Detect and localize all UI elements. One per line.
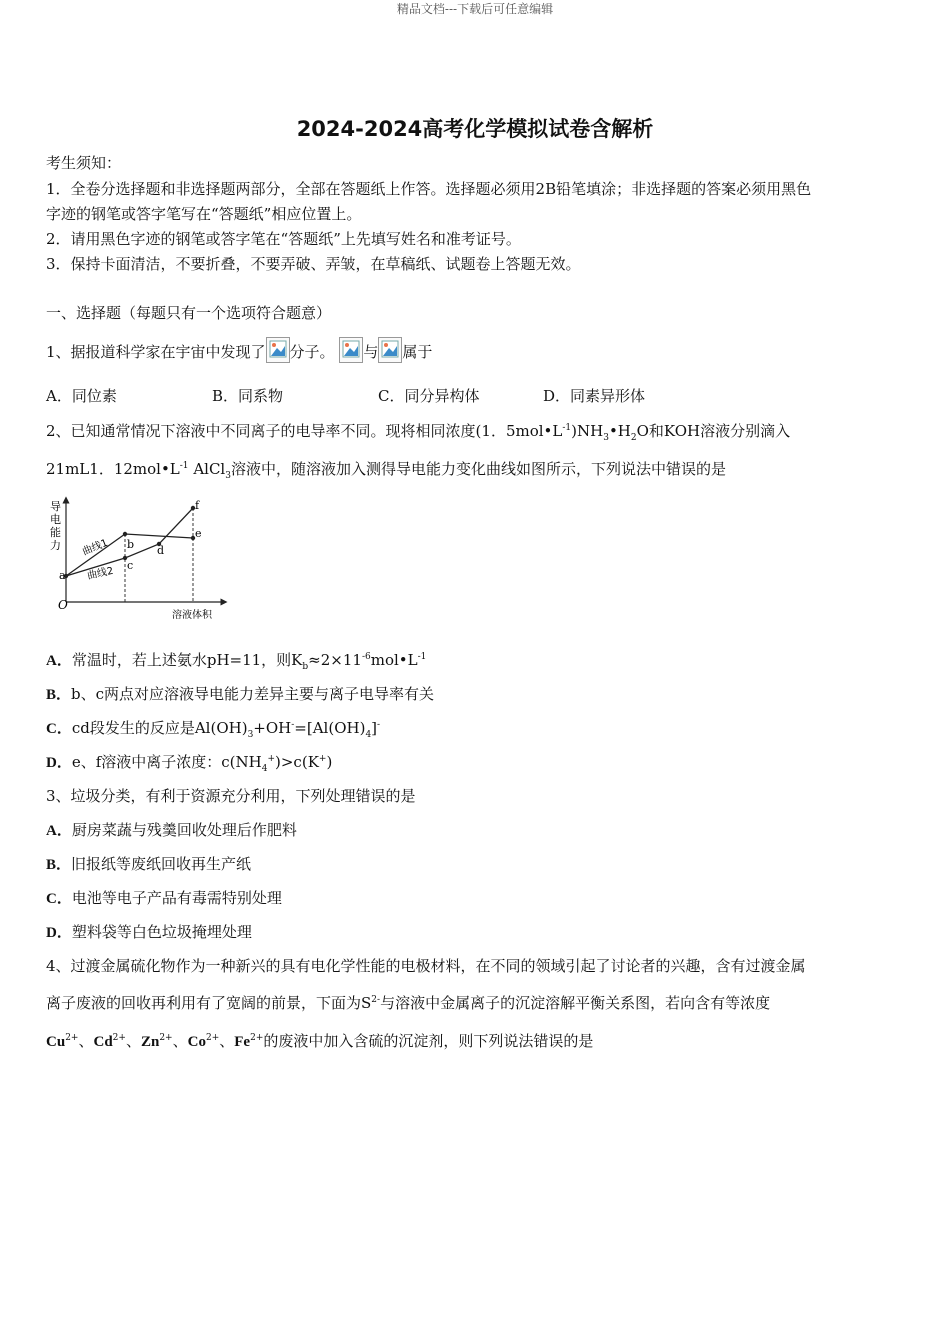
q1-text-2: 分子。 [289, 343, 335, 361]
y-label-3: 能 [50, 526, 61, 539]
notice-heading: 考生须知： [46, 154, 122, 172]
question-3-stem: 3、垃圾分类，有利于资源充分利用，下列处理错误的是 [46, 787, 416, 805]
label-d: d [157, 544, 165, 557]
question-2-line-2: 21mL1．$12mol•L^{-1}$ AlCl$_3$溶液中，随溶液加入测得导电能力变化曲线如图所示，下列说法中错误的是 [46, 460, 726, 481]
q3-option-a: A．厨房菜蔬与残羹回收处理后作肥料 [46, 821, 297, 839]
label-f: f [195, 499, 200, 512]
conductivity-graph [44, 496, 234, 624]
label-a: a [59, 569, 66, 582]
q3-option-c: C．电池等电子产品有毒需特别处理 [46, 889, 282, 907]
question-4-line-2: 离子废液的回收再利用有了宽阔的前景，下面为$S^{2-}$与溶液中金属离子的沉淀溶解平衡关系图，若向含有等浓度 [46, 994, 771, 1012]
q2-option-d: D．e、f溶液中离子浓度：$c(NH_4^+)>c(K^+)$ [46, 753, 333, 774]
y-label-1: 导 [50, 500, 61, 513]
curve-2-label: 曲线2 [86, 565, 115, 582]
notice-line-2: 2．请用黑色字迹的钢笔或答字笔在“答题纸”上先填写姓名和准考证号。 [46, 230, 521, 248]
question-4-line-1: 4、过渡金属硫化物作为一种新兴的具有电化学性能的电极材料，在不同的领域引起了讨论者的兴趣，含有过渡金属 [46, 957, 806, 975]
notice-line-1b: 字迹的钢笔或答字笔写在“答题纸”相应位置上。 [46, 205, 362, 223]
question-1-stem [46, 337, 432, 363]
q1-text-3: 与 [363, 343, 379, 361]
q1-text-4: 属于 [402, 343, 433, 361]
section-heading: 一、选择题（每题只有一个选项符合题意） [46, 304, 332, 322]
q1-option-b: B．同系物 [212, 387, 284, 405]
y-label-4: 力 [50, 539, 61, 552]
question-4-line-3: $Cu^{2+}$、$Cd^{2+}$、$Zn^{2+}$、$Co^{2+}$、$Fe^{2+}$的废液中加入含硫的沉淀剂，则下列说法错误的是 [46, 1032, 594, 1050]
q3-option-d: D．塑料袋等白色垃圾掩埋处理 [46, 923, 252, 941]
question-2-line-1: 2、已知通常情况下溶液中不同离子的电导率不同。现将相同浓度(1．$5mol•L^{-1})NH_3•H_2O$和KOH溶液分别滴入 [46, 422, 791, 443]
q1-option-c: C．同分异构体 [378, 387, 480, 405]
notice-line-1a: 1．全卷分选择题和非选择题两部分，全部在答题纸上作答。选择题必须用2B铅笔填涂；非选择题的答案必须用黑色 [46, 180, 812, 198]
q1-text-1: 1、据报道科学家在宇宙中发现了 [46, 343, 266, 361]
notice-line-3: 3．保持卡面清洁，不要折叠，不要弄破、弄皱，在草稿纸、试题卷上答题无效。 [46, 255, 581, 273]
q1-option-a: A．同位素 [46, 387, 117, 405]
label-b: b [127, 538, 135, 551]
label-c: c [127, 559, 134, 572]
q3-option-b: B．旧报纸等废纸回收再生产纸 [46, 855, 252, 873]
broken-image-icon [266, 337, 290, 363]
q2-option-b: B．b、c两点对应溶液导电能力差异主要与离子电导率有关 [46, 685, 435, 703]
broken-image-icon [339, 337, 363, 363]
origin-label: O [58, 598, 68, 612]
broken-image-icon [378, 337, 402, 363]
q2-option-a: A．常温时，若上述氨水pH=11，则$K_b\approx 2\times 11^{-6}mol•L^{-1}$ [46, 651, 427, 672]
page-title: 2024-2024高考化学模拟试卷含解析 [296, 117, 654, 141]
q2-option-c: C．cd段发生的反应是$Al(OH)_3+OH^-=[Al(OH)_4]^-$ [46, 719, 381, 740]
label-e: e [195, 527, 202, 540]
y-label-2: 电 [50, 513, 61, 526]
page-header: 精品文档---下载后可任意编辑 [396, 2, 554, 16]
curve-1-label: 曲线1 [81, 537, 110, 558]
x-axis-label: 溶液体积 [172, 610, 212, 621]
q1-option-d: D．同素异形体 [543, 387, 646, 405]
point-b [123, 532, 127, 536]
